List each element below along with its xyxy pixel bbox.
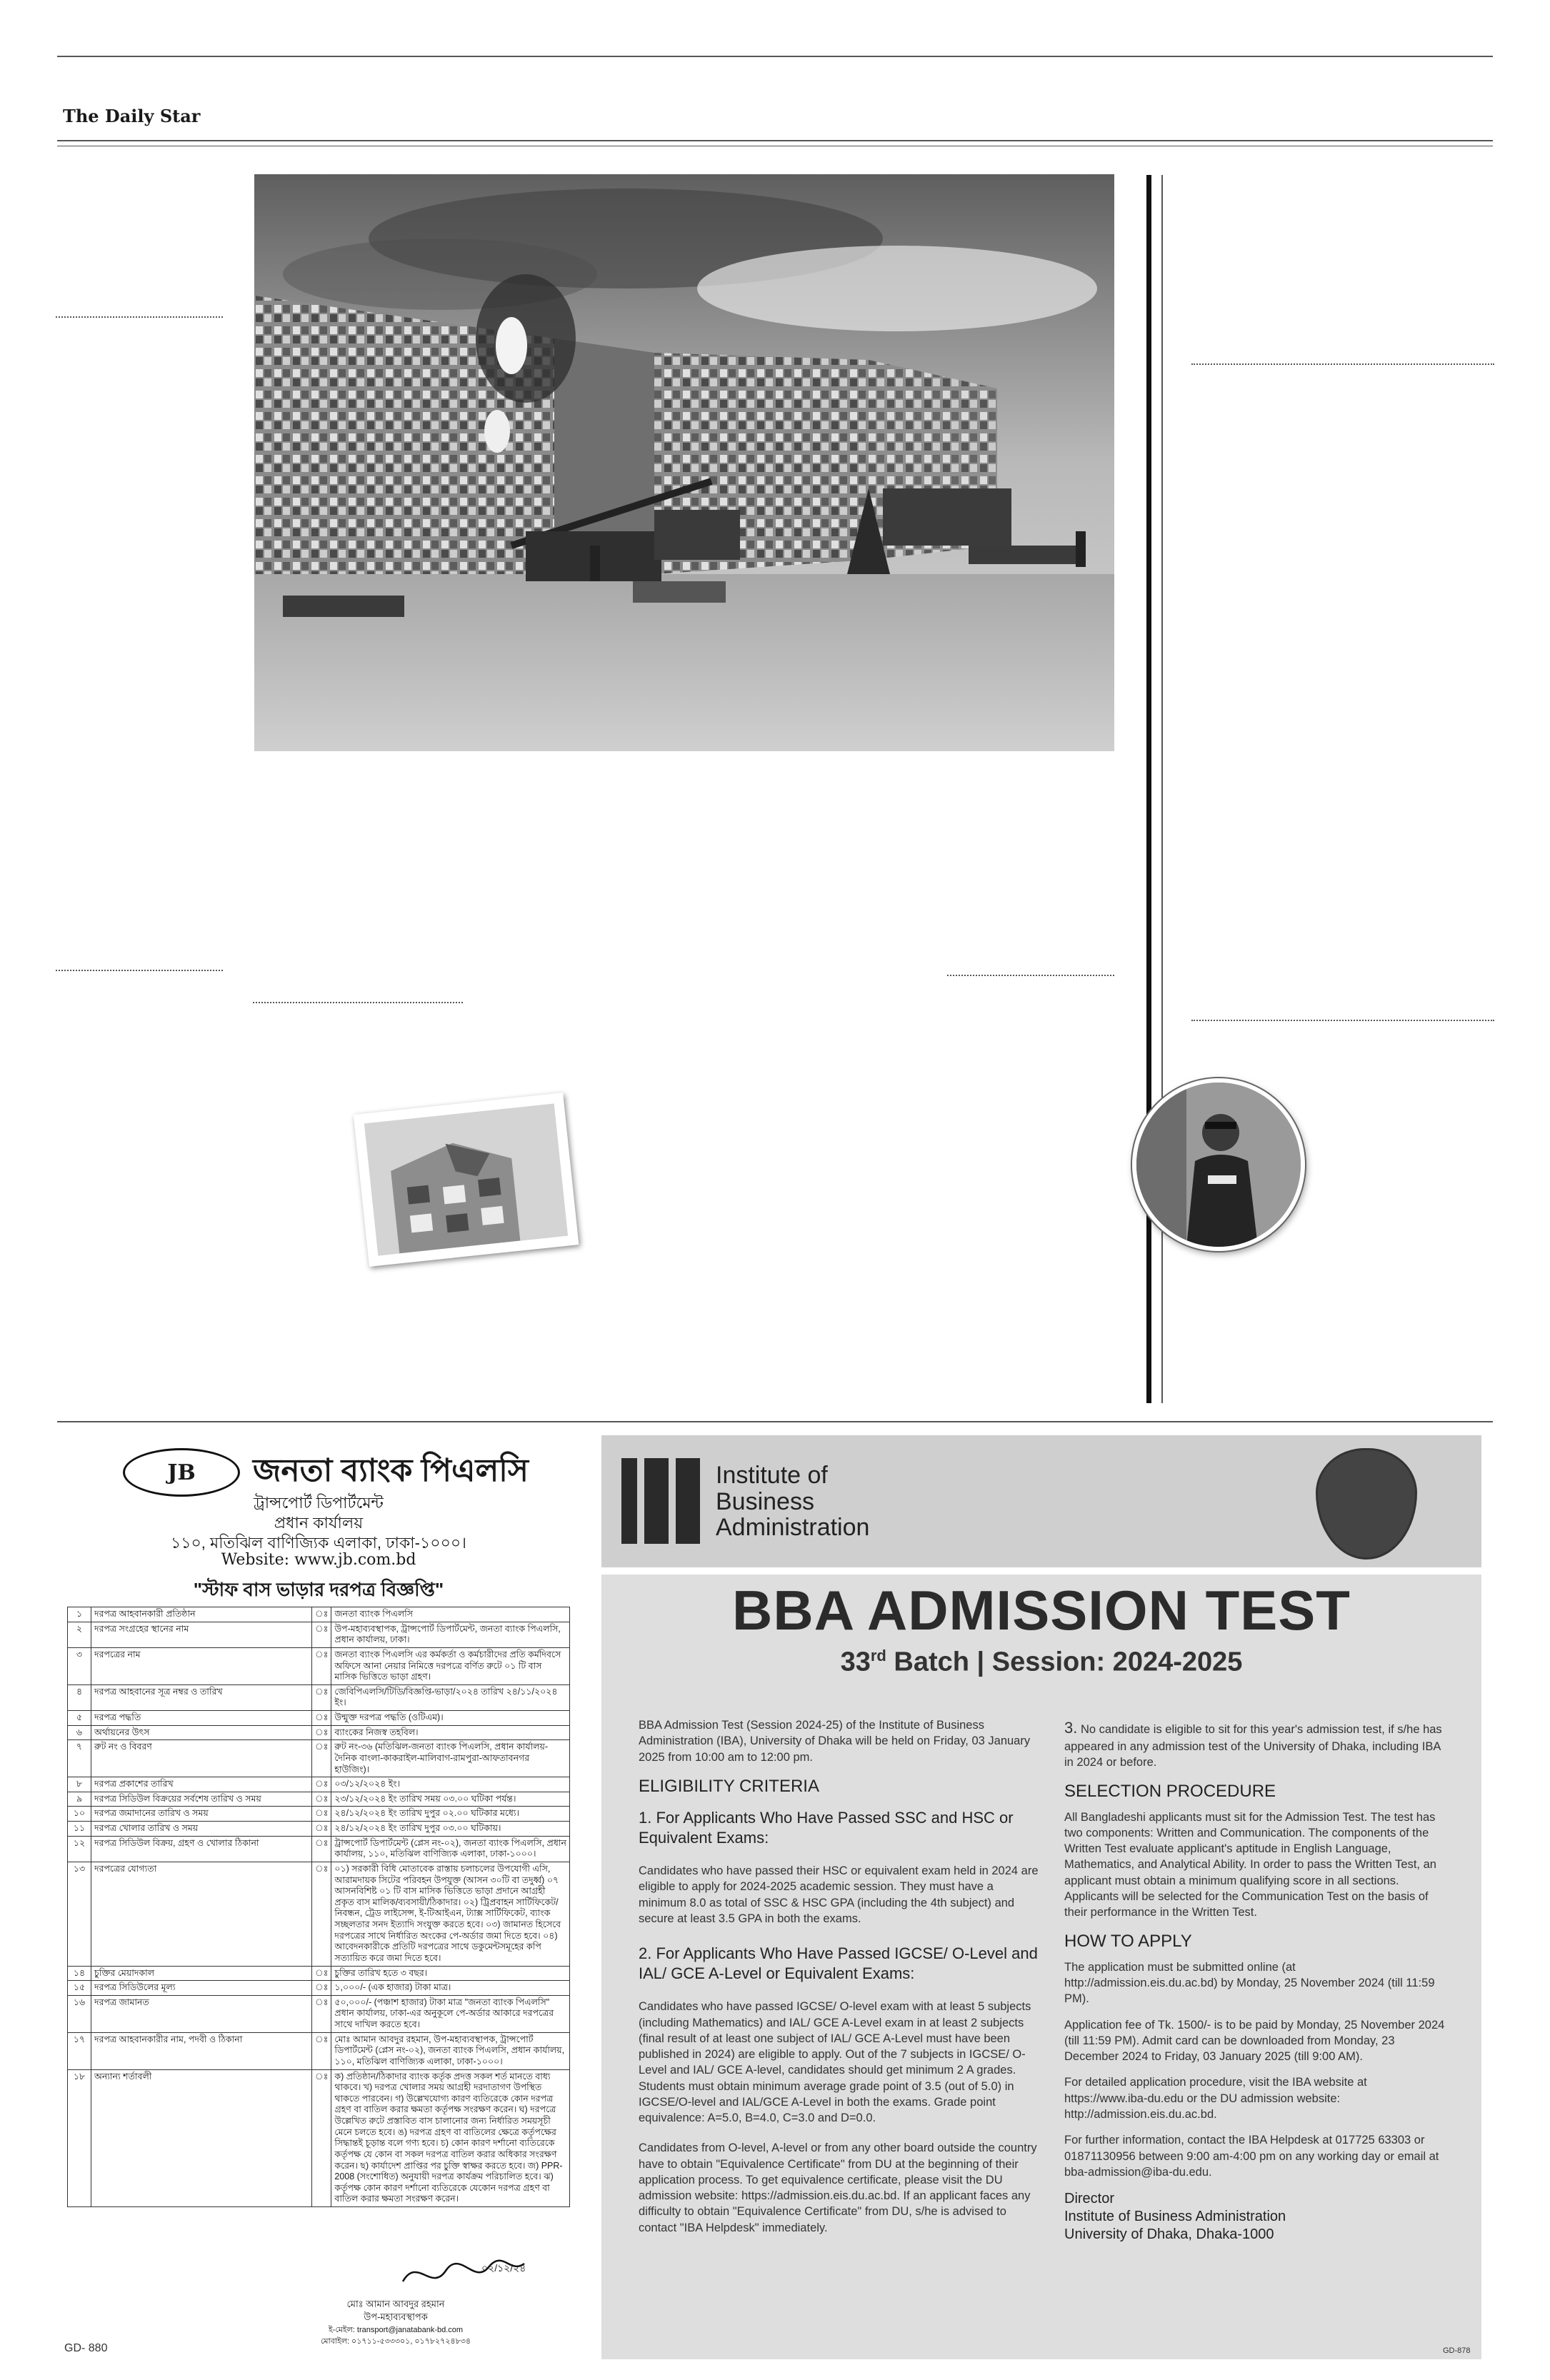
signatory-title: উপ-মহাব্যবস্থাপক: [364, 2311, 428, 2322]
row-colon: ঃ: [312, 1684, 331, 1710]
table-row: [68, 1995, 570, 2032]
institute-line-3: Administration: [716, 1514, 870, 1542]
selection-heading: SELECTION PROCEDURE: [1064, 1782, 1276, 1802]
row-value: ০৩/১২/২০২৪ ইং।: [331, 1777, 570, 1792]
intro-text: BBA Admission Test (Session 2024-25) of the Institute of Business Administration (IBA), University of Dhaka will be held on Friday, 03 January 2025 from 10:00 am to 12:00 pm.: [639, 1719, 1031, 1764]
batch-session-text: Batch | Session: 2024-2025: [886, 1647, 1243, 1677]
row-number: ৭: [68, 1740, 91, 1777]
row-number: ১১: [68, 1822, 91, 1837]
row-colon: ঃ: [312, 1740, 331, 1777]
table-row: [68, 1740, 570, 1777]
table-row: [68, 1711, 570, 1726]
header-rule: [57, 140, 1493, 141]
signatory-name: মোঃ আমান আবদুর রহমান: [346, 2299, 445, 2309]
row-value: ২৪/১২/২০২৪ ইং তারিখ দুপুর ০২.০০ ঘটিকার মধ্যে।: [331, 1807, 570, 1822]
row-number: ২: [68, 1622, 91, 1647]
row-number: ৬: [68, 1725, 91, 1740]
table-row: [68, 1777, 570, 1792]
criteria-3-number: 3.: [1064, 1719, 1078, 1737]
row-number: ১৫: [68, 1981, 91, 1996]
janata-bank-ad: [60, 1435, 577, 2359]
portrait-photo: [1132, 1078, 1305, 1251]
table-row: [68, 1966, 570, 1981]
row-colon: ঃ: [312, 1792, 331, 1807]
row-colon: ঃ: [312, 1862, 331, 1966]
criteria-1-heading: 1. For Applicants Who Have Passed SSC and HSC or Equivalent Exams:: [639, 1809, 1014, 1847]
director-title: Director: [1064, 2191, 1115, 2207]
director-block: [1064, 2190, 1450, 2244]
row-number: ৮: [68, 1777, 91, 1792]
signature-date: ০২/১২/২৪: [481, 2262, 526, 2274]
separator: [1191, 1020, 1494, 1021]
apply-procedure: For detailed application procedure, visit the IBA website at https://www.iba-du.edu or the DU admission website: http://admission.eis.du.ac.bd.: [1064, 2076, 1367, 2121]
row-label: দরপত্র পদ্ধতি: [91, 1711, 312, 1726]
table-row: [68, 1792, 570, 1807]
row-colon: ঃ: [312, 1607, 331, 1622]
bank-name: জনতা ব্যাংক পিএলসি: [253, 1453, 529, 1488]
apply-fee: Application fee of Tk. 1500/- is to be paid by Monday, 25 November 2024 (till 11:59 PM). Admit card can be downloaded from Monday, 23 December 2024 to Friday, 03 January 2025 (till 9:00 AM).: [1064, 2018, 1445, 2064]
criteria-2-equivalence: Candidates from O-level, A-level or from any other board outside the country have to obtain "Equivalence Certificate" from DU at the beginning of their application process. To get equivalence certificate, please visit the DU admission website: https://admission.eis.du.ac.bd. If an applicant faces any difficulty to obtain "Equivalence Certificate" from DU, s/he is advised to contact "IBA Helpdesk" immediately.: [639, 2142, 1037, 2234]
row-label: দরপত্র প্রকাশের তারিখ: [91, 1777, 312, 1792]
row-colon: ঃ: [312, 1966, 331, 1981]
row-colon: ঃ: [312, 1725, 331, 1740]
apply-contact: For further information, contact the IBA Helpdesk at 017725 63303 or 01871130956 between 9:00 am-4:00 pm on any working day or email at bba-admission@iba-du.edu.: [1064, 2134, 1439, 2179]
table-row: [68, 1684, 570, 1710]
iba-logo: [621, 1458, 706, 1544]
row-value: ৫০,০০০/- (পঞ্চাশ হাজার) টাকা মাত্র "জনতা ব্যাংক পিএলসি" প্রধান কার্যালয়, ঢাকা-এর অনুকূলে পে-অর্ডার আকারে দরপত্রের সাথে দাখিল করতে হবে।: [331, 1995, 570, 2032]
iba-right-column: [1064, 1717, 1450, 2244]
row-number: ১০: [68, 1807, 91, 1822]
separator: [56, 970, 223, 971]
department: ট্রান্সপোর্ট ডিপার্টমেন্ট: [254, 1494, 384, 1512]
row-label: দরপত্রের নাম: [91, 1647, 312, 1684]
batch-suffix: rd: [870, 1647, 886, 1665]
iba-institute-name: [716, 1462, 869, 1541]
row-number: ১৬: [68, 1995, 91, 2032]
criteria-2-text: Candidates who have passed IGCSE/ O-level exam with at least 5 subjects (including Mathematics) and IAL/ GCE A-Level exam in at least 2 subjects (final result of at least one subject of IAL/ GCE A-Level must have been published in 2024) are eligible to apply. Out of the 7 subjects in IGCSE/ O-Level and IAL/ GCE A-level, candidates should get minimum 2 A grades. Students must obtain minimum average grade point of 3.5 (out of 5.0) in IGCSE/O-level and IAL/GCE A-Level in both the exams. Grade point equivalence: A=5.0, B=4.0, C=3.0 and D=0.0.: [639, 2000, 1031, 2125]
table-row: [68, 2032, 570, 2069]
row-value: উপ-মহাব্যবস্থাপক, ট্রান্সপোর্ট ডিপার্টমেন্ট, জনতা ব্যাংক পিএলসি, প্রধান কার্যালয়, ঢাকা।: [331, 1622, 570, 1647]
row-value: রুট নং-৩৬ (মতিঝিল-জনতা ব্যাংক পিএলসি, প্রধান কার্যালয়-দৈনিক বাংলা-কাকরাইল-মালিবাগ-রামপুরা-আফতাবনগর হাউজিং)।: [331, 1740, 570, 1777]
table-row: [68, 1822, 570, 1837]
institute-line-2: Business: [716, 1487, 814, 1515]
row-number: ৫: [68, 1711, 91, 1726]
row-colon: ঃ: [312, 1822, 331, 1837]
selection-text: All Bangladeshi applicants must sit for the Admission Test. The test has two components: Written and Communication. The components of the Written Test evaluate applicant's aptitude in English Language, Mathematics, and Analytical Ability. In order to pass the Written Test, an applicant must obtain a minimum qualifying score in all sections. Applicants will be selected for the Communication Test on the basis of their performance in the Written Test.: [1064, 1810, 1436, 1919]
table-row: [68, 1981, 570, 1996]
ads-rule: [57, 1421, 1493, 1422]
row-label: অর্থায়নের উৎস: [91, 1725, 312, 1740]
separator: [1191, 363, 1494, 365]
apply-heading: HOW TO APPLY: [1064, 1932, 1192, 1952]
row-value: জেবিপিএলসি/টিডি/বিজ্ঞপ্তি-ভাড়া/২০২৪ তারিখ ২৪/১১/২০২৪ ইং।: [331, 1684, 570, 1710]
row-label: দরপত্রের যোগ্যতা: [91, 1862, 312, 1966]
website: Website: www.jb.com.bd: [221, 1551, 416, 1569]
office: প্রধান কার্যালয়: [274, 1514, 364, 1532]
row-value: ট্রান্সপোর্ট ডিপার্টমেন্ট (প্লেস নং-০২), জনতা ব্যাংক পিএলসি, প্রধান কার্যালয়, ১১০, মতিঝিল বাণিজ্যিক এলাকা, ঢাকা-১০০০।: [331, 1836, 570, 1862]
row-number: ১৮: [68, 2069, 91, 2207]
building-fire-photo: [254, 174, 1114, 751]
signatory-phone: মোবাইল: ০১৭১১-৫৩৩৩০১, ০১৭৮২৭২৪৮৩৪: [320, 2337, 471, 2346]
row-number: ১২: [68, 1836, 91, 1862]
row-value: জনতা ব্যাংক পিএলসি এর কর্মকর্তা ও কর্মচারীদের প্রতি কর্মদিবসে অফিসে আনা নেয়ার নিমিত্তে দরপত্রে বর্ণিত রুটে ০১ টি বাস মাসিক ভিত্তিতে ভাড়া গ্রহণ।: [331, 1647, 570, 1684]
batch-number: 33: [840, 1647, 871, 1677]
table-row: [68, 1836, 570, 1862]
table-row: [68, 1607, 570, 1622]
signature: [396, 2253, 531, 2296]
row-label: দরপত্র জমাদানের তারিখ ও সময়: [91, 1807, 312, 1822]
row-label: দরপত্র আহবানকারীর নাম, পদবী ও ঠিকানা: [91, 2032, 312, 2069]
table-row: [68, 1807, 570, 1822]
row-colon: ঃ: [312, 1836, 331, 1862]
iba-ad: [601, 1435, 1481, 2359]
row-value: ০১) সরকারী বিধি মোতাবেক রাস্তায় চলাচলের উপযোগী এসি, আরামদায়ক সিটের পরিবহন উপযুক্ত (আসন ৩০টি বা তদুর্ধ্ব) ০৭ আসনবিশিষ্ট ০১ টি বাস মাসিক ভিত্তিতে ভাড়া প্রদানে আগ্রহী প্রকৃত বাস মালিক/ব্যবসায়ী/ঠিকাদার। ০২) ট্রিপ্রবাহন সার্টিফিকেট/নিবন্ধন, ট্রেড লাইসেন্স, ই-টিআইএন, ট্যাক্স সার্টিফিকেট, ব্যাংক সচ্ছলতার সনদ ইত্যাদি সংযুক্ত করতে হবে। ০৩) জামানত হিসেবে দরপত্রের সাথে নির্ধারিত অংকের পে-অর্ডার জমা দিতে হবে। ০৪) আবেদনকারীকে প্রতিটি দরপত্রের সাথে ডকুমেন্টসমূহের কপি সত্যায়িত করে জমা দিতে হবে।: [331, 1862, 570, 1966]
header-band: [601, 1567, 1481, 1575]
row-colon: ঃ: [312, 1807, 331, 1822]
table-row: [68, 1647, 570, 1684]
row-value: ক) প্রতিষ্ঠান/ঠিকাদার ব্যাংক কর্তৃক প্রদত্ত সকল শর্ত মানতে বাধ্য থাকবে। খ) দরপত্র খোলার সময় আগ্রহী দরদাতাগণ উপস্থিত থাকতে পারবেন। গ) উল্লেখযোগ্য কারণ ব্যতিরেকে কোন দরপত্র গ্রহণ বা বাতিল করার ক্ষমতা কর্তৃপক্ষ সংরক্ষণ করেন। ঘ) দরপত্রে উল্লেখিত রুটে প্রস্তাবিত বাস চালানোর জন্য নির্ধারিত সময়সূচী মেনে চলতে হবে। ঙ) দরপত্র গ্রহণ বা বাতিলের ক্ষেত্রে কর্তৃপক্ষের সিদ্ধান্তই চূড়ান্ত বলে গণ্য হবে। চ) কোন কারণ দর্শানো ব্যতিরেকে কর্তৃপক্ষ যে কোন বা সকল দরপত্র বাতিল করার অধিকার সংরক্ষণ করেন। ছ) কার্যাদেশ প্রাপ্তির পর চুক্তি স্বাক্ষর করতে হবে। জ) PPR-2008 (সংশোধিত) অনুযায়ী দরপত্র কার্যক্রম পরিচালিত হবে। ঝ) কর্তৃপক্ষ কোন কারণ দর্শানো ব্যতিরেকে যেকোন দরপত্র গ্রহণ বা বাতিল করার ক্ষমতা সংরক্ষণ করেন।: [331, 2069, 570, 2207]
row-label: দরপত্র জামানত: [91, 1995, 312, 2032]
row-label: দরপত্র সিডিউলের মূল্য: [91, 1981, 312, 1996]
notice-title: "স্টাফ বাস ভাড়ার দরপত্র বিজ্ঞপ্তি": [193, 1579, 444, 1600]
row-value: মোঃ আমান আবদুর রহমান, উপ-মহাব্যবস্থাপক, ট্রান্সপোর্ট ডিপার্টমেন্ট (প্লেস নং-০২), জনতা ব্যাংক পিএলসি, প্রধান কার্যালয়, ১১০, মতিঝিল বাণিজ্যিক এলাকা, ঢাকা-১০০০।: [331, 2032, 570, 2069]
row-value: ২৩/১২/২০২৪ ইং তারিখ সময় ০৩.০০ ঘটিকা পর্যন্ত।: [331, 1792, 570, 1807]
institute-line-1: Institute of: [716, 1462, 828, 1489]
table-row: [68, 2069, 570, 2207]
row-colon: ঃ: [312, 1622, 331, 1647]
janata-bank-logo: JB: [123, 1448, 240, 1497]
row-value: উন্মুক্ত দরপত্র পদ্ধতি (ওটিএম)।: [331, 1711, 570, 1726]
eligibility-heading: ELIGIBILITY CRITERIA: [639, 1776, 819, 1796]
row-label: চুক্তির মেয়াদকাল: [91, 1966, 312, 1981]
row-number: ৯: [68, 1792, 91, 1807]
iba-left-column: [639, 1717, 1039, 2246]
criteria-2-heading: 2. For Applicants Who Have Passed IGCSE/ O-Level and IAL/ GCE A-Level or Equivalent Exams:: [639, 1944, 1038, 1982]
main-photo: [254, 174, 1114, 751]
row-value: ১,০০০/- (এক হাজার) টাকা মাত্র।: [331, 1981, 570, 1996]
table-row: [68, 1622, 570, 1647]
row-label: দরপত্র আহবানকারী প্রতিষ্ঠান: [91, 1607, 312, 1622]
row-number: ৪: [68, 1684, 91, 1710]
row-label: দরপত্র সংগ্রহের স্থানের নাম: [91, 1622, 312, 1647]
row-number: ১৩: [68, 1862, 91, 1966]
row-colon: ঃ: [312, 1995, 331, 2032]
signatory-email: ই-মেইল: transport@janatabank-bd.com: [328, 2326, 464, 2334]
row-value: চুক্তির তারিখ হতে ৩ বছর।: [331, 1966, 570, 1981]
ad-code: GD- 880: [64, 2342, 108, 2354]
address: ১১০, মতিঝিল বাণিজ্যিক এলাকা, ঢাকা-১০০০।: [170, 1534, 467, 1552]
row-colon: ঃ: [312, 1981, 331, 1996]
apply-deadline: The application must be submitted online (at http://admission.eis.du.ac.bd) by Monday, 25 November 2024 (till 11:59 PM).: [1064, 1960, 1435, 2006]
row-colon: ঃ: [312, 2032, 331, 2069]
batch-session: [601, 1647, 1481, 1678]
row-number: ১৪: [68, 1966, 91, 1981]
row-value: ২৪/১২/২০২৪ ইং তারিখ দুপুর ০৩.০০ ঘটিকায়।: [331, 1822, 570, 1837]
row-label: দরপত্র সিডিউল বিক্রয়ের সর্বশেষ তারিখ ও সময়: [91, 1792, 312, 1807]
row-value: জনতা ব্যাংক পিএলসি: [331, 1607, 570, 1622]
row-label: দরপত্র আহবানের সূত্র নম্বর ও তারিখ: [91, 1684, 312, 1710]
damaged-building-photo: [364, 1104, 568, 1256]
tender-table: [67, 1607, 570, 2207]
row-colon: ঃ: [312, 1647, 331, 1684]
separator: [253, 1002, 463, 1003]
row-label: রুট নং ও বিবরণ: [91, 1740, 312, 1777]
criteria-3-text: No candidate is eligible to sit for this year's admission test, if s/he has appeared in any admission test of the University of Dhaka, including IBA in 2024 or before.: [1064, 1723, 1442, 1769]
row-value: ব্যাংকের নিজস্ব তহবিল।: [331, 1725, 570, 1740]
iba-ad-code: GD-878: [1443, 2346, 1471, 2355]
inset-photo: [354, 1093, 579, 1267]
director-org: Institute of Business Administration: [1064, 2209, 1286, 2225]
row-number: ১: [68, 1607, 91, 1622]
row-label: অন্যান্য শর্তাবলী: [91, 2069, 312, 2207]
separator: [947, 975, 1114, 976]
table-row: [68, 1725, 570, 1740]
person-photo: [1136, 1083, 1301, 1247]
table-row: [68, 1862, 570, 1966]
row-colon: ঃ: [312, 2069, 331, 2207]
row-label: দরপত্র সিডিউল বিক্রয়, গ্রহণ ও খোলার ঠিকানা: [91, 1836, 312, 1862]
row-label: দরপত্র খোলার তারিখ ও সময়: [91, 1822, 312, 1837]
admission-test-title: BBA ADMISSION TEST: [732, 1579, 1351, 1642]
row-colon: ঃ: [312, 1777, 331, 1792]
director-university: University of Dhaka, Dhaka-1000: [1064, 2226, 1274, 2243]
separator: [56, 316, 223, 318]
row-number: ৩: [68, 1647, 91, 1684]
criteria-1-text: Candidates who have passed their HSC or equivalent exam held in 2024 are eligible to apply for 2024-2025 academic session. They must have a minimum 8.0 as total of SSC & HSC GPA (including the 4th subject) and secure at least 3.5 GPA in both the exams.: [639, 1864, 1039, 1925]
top-rule: [57, 56, 1493, 57]
row-number: ১৭: [68, 2032, 91, 2069]
masthead: The Daily Star: [63, 106, 201, 126]
row-colon: ঃ: [312, 1711, 331, 1726]
